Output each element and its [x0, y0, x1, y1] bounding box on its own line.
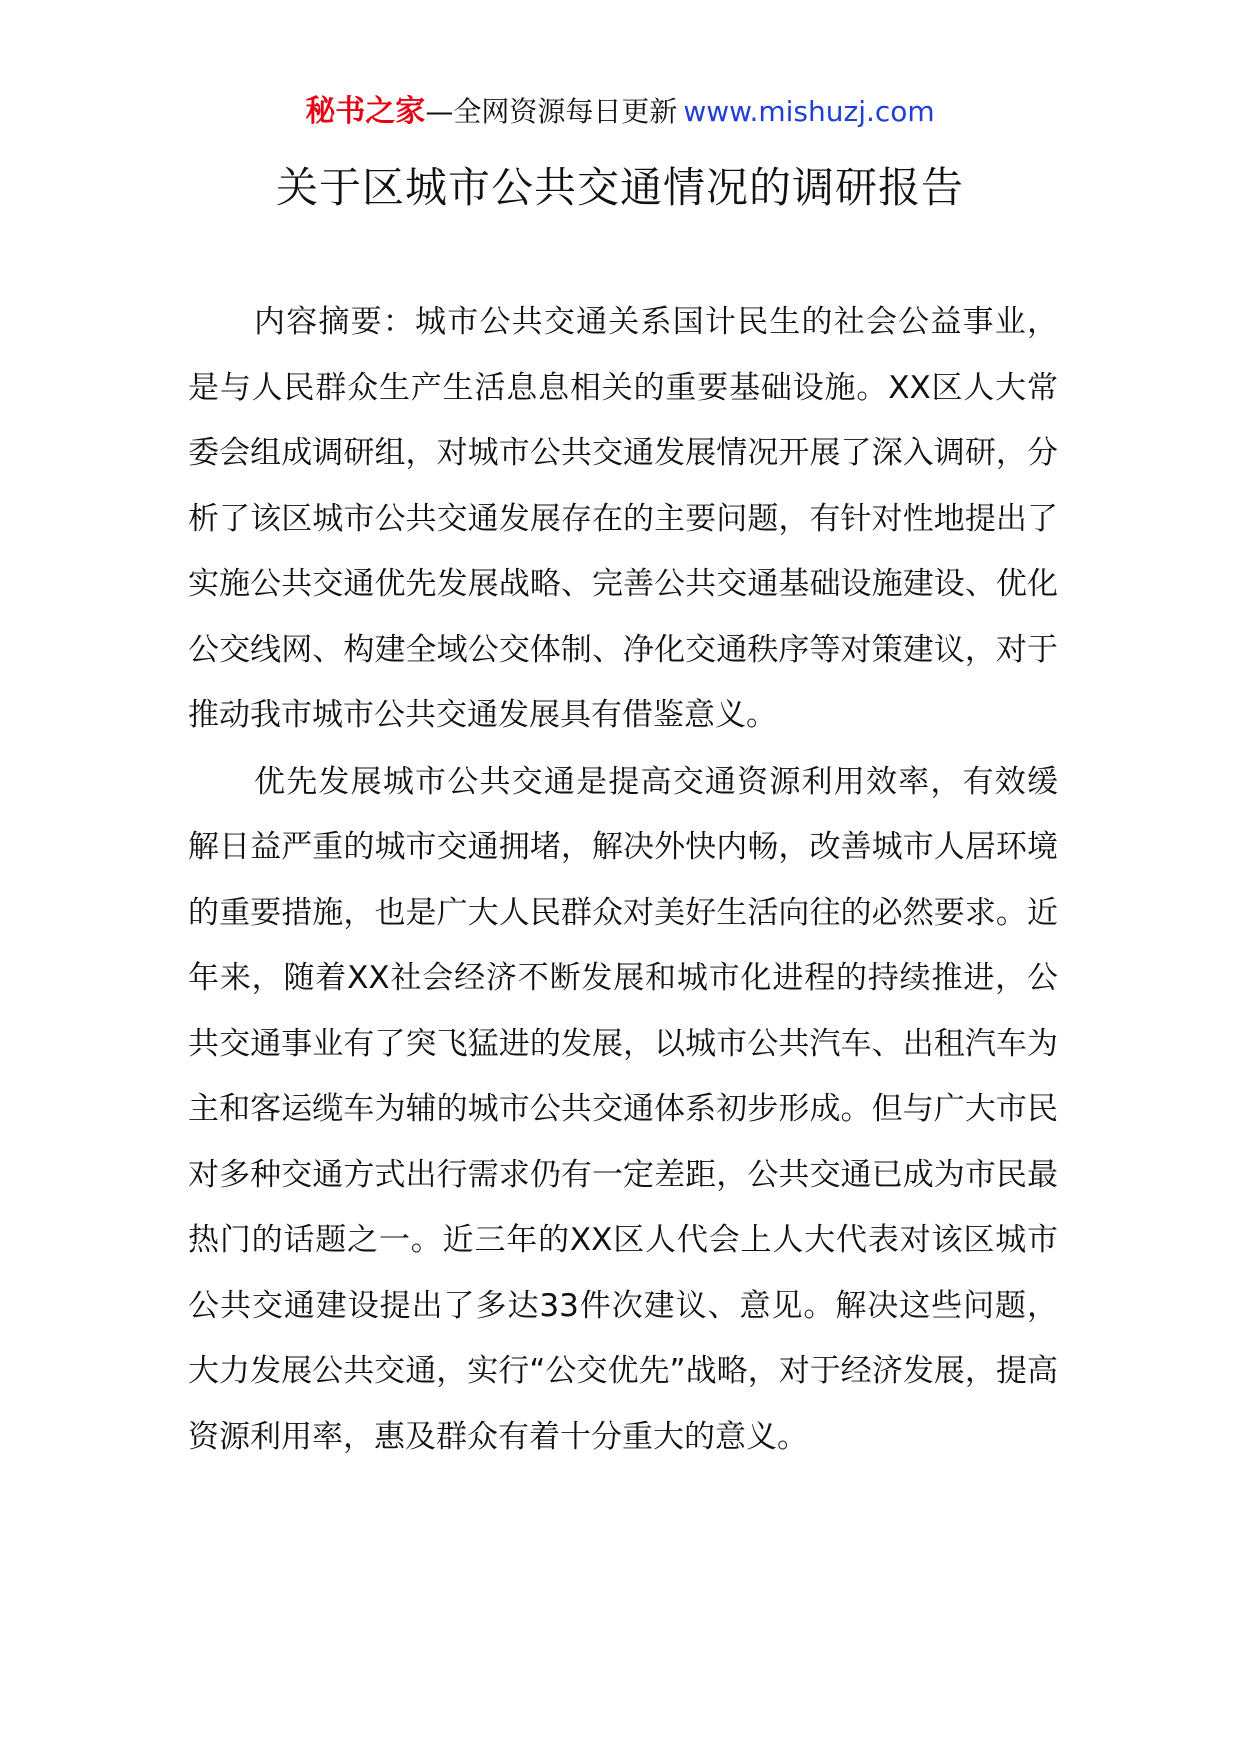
header-slogan: —全网资源每日更新 — [425, 95, 678, 128]
document-body — [188, 290, 1058, 1471]
paragraph-introduction: 优先发展城市公共交通是提高交通资源利用效率，有效缓解日益严重的城市交通拥堵，解决外快内畅，改善城市人居环境的重要措施，也是广大人民群众对美好生活向往的必然要求。近年来，随着XX社会经济不断发展和城市化进程的持续推进，公共交通事业有了突飞猛进的发展，以城市公共汽车、出租汽车为主和客运缆车为辅的城市公共交通体系初步形成。但与广大市民对多种交通方式出行需求仍有一定差距，公共交通已成为市民最热门的话题之一。近三年的XX区人代会上人大代表对该区城市公共交通建设提出了多达33件次建议、意见。解决这些问题，大力发展公共交通，实行“公交优先”战略，对于经济发展，提高资源利用率，惠及群众有着十分重大的意义。 — [188, 763, 1058, 1455]
website-link[interactable]: www.mishuzj.com — [683, 95, 935, 128]
brand-name: 秘书之家 — [305, 94, 426, 129]
paragraph-abstract: 内容摘要：城市公共交通关系国计民生的社会公益事业，是与人民群众生产生活息息相关的重要基础设施。XX区人大常委会组成调研组，对城市公共交通发展情况开展了深入调研，分析了该区城市公共交通发展存在的主要问题，有针对性地提出了实施公共交通优先发展战略、完善公共交通基础设施建设、优化公交线网、构建全域公交体制、净化交通秩序等对策建议，对于推动我市城市公共交通发展具有借鉴意义。 — [188, 304, 1058, 733]
site-header — [0, 92, 1240, 132]
document-title: 关于区城市公共交通情况的调研报告 — [275, 163, 964, 212]
